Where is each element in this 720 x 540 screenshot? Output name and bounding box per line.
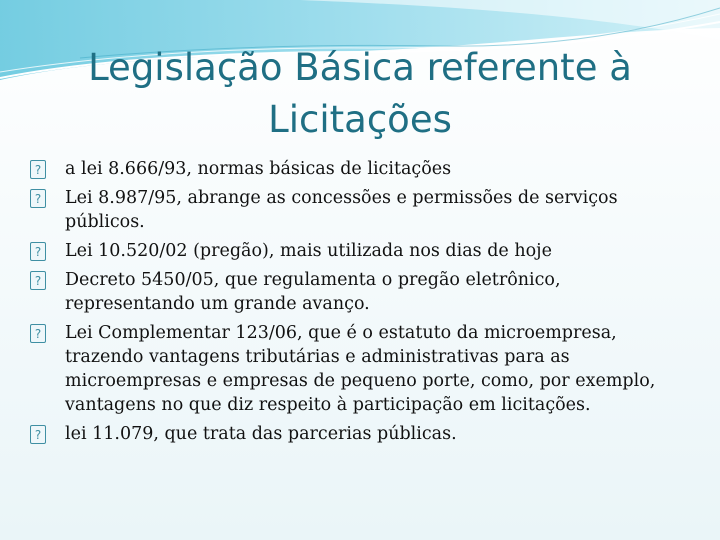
bullet-item [30,186,670,234]
placeholder-glyph-icon: ? [30,271,46,290]
bullet-item [30,321,670,417]
bullet-item [30,422,670,446]
bullet-text: Decreto 5450/05, que regulamenta o pregão eletrônico, representando um grande avanço. [65,270,561,314]
placeholder-glyph-icon: ? [30,189,46,208]
bullet-text: Lei 8.987/95, abrange as concessões e permissões de serviços públicos. [65,188,618,232]
slide-title: Legislação Básica referente à Licitações [88,46,632,141]
bullet-text: Lei 10.520/02 (pregão), mais utilizada nos dias de hoje [65,241,552,261]
bullet-list [30,157,670,451]
bullet-text: Lei Complementar 123/06, que é o estatuto da microempresa, trazendo vantagens tributárias e administrativas para as microempresas e empresas de pequeno porte, como, por exemplo, vantagens no que diz respeito à participação em licitações. [65,323,656,415]
placeholder-glyph-icon: ? [30,160,46,179]
placeholder-glyph-icon: ? [30,324,46,343]
bullet-item [30,239,670,263]
placeholder-glyph-icon: ? [30,242,46,261]
bullet-item [30,268,670,316]
placeholder-glyph-icon: ? [30,425,46,444]
bullet-item [30,157,670,181]
bullet-text: lei 11.079, que trata das parcerias públicas. [65,424,457,444]
bullet-text: a lei 8.666/93, normas básicas de licitações [65,159,452,179]
